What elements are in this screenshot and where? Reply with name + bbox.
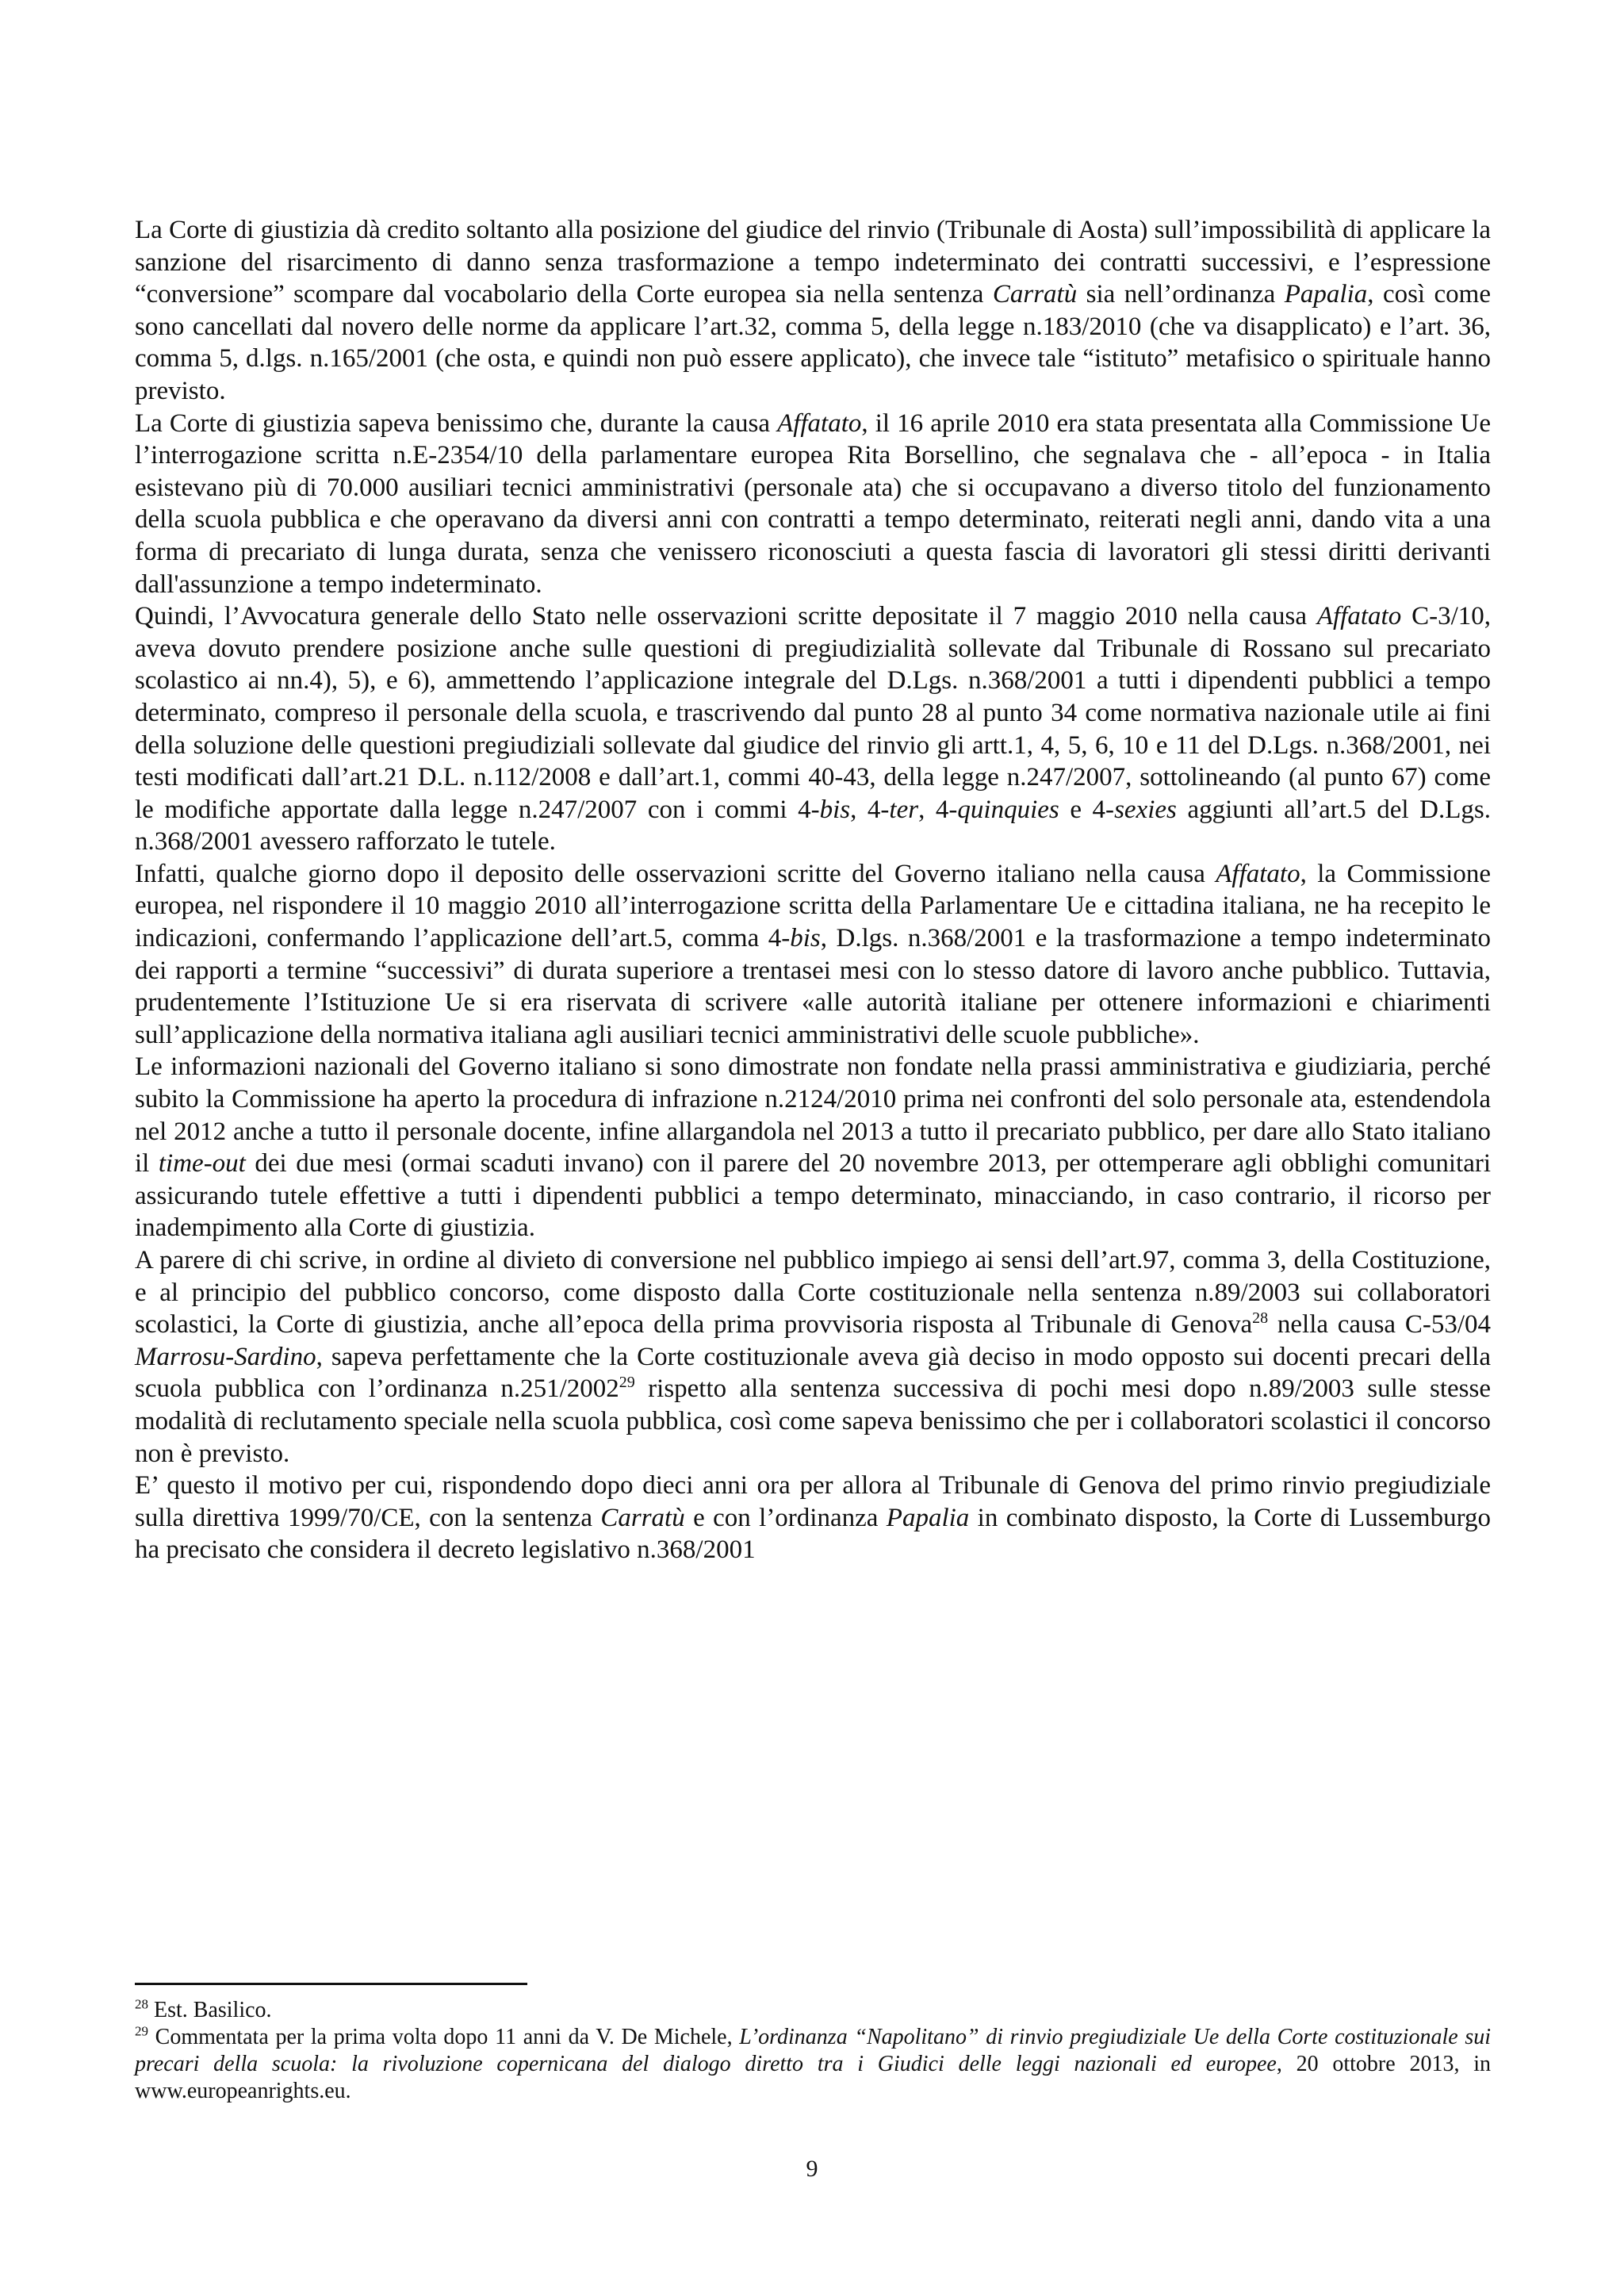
text-run: E’ questo il motivo per cui, rispondendo dopo dieci anni ora per allora al Tribunale di Genova del primo rinvio pregiudiziale sulla direttiva 1999/70/CE, con la sentenza: [135, 1471, 1491, 1532]
paragraph: [135, 858, 1491, 1052]
text-run: , così come sono cancellati dal novero delle norme da applicare l’art.32, comma 5, della legge n.183/2010 (che va disapplicato) e l’art. 36, comma 5, d.lgs. n.165/2001 (che osta, e quindi non può essere applicato), che invece tale “istituto” metafisico o spirituale hanno previsto.: [135, 280, 1492, 405]
text-run: , D.lgs. n.368/2001 e la trasformazione a tempo indeterminato dei rapporti a termine “successivi” di durata superiore a trentasei mesi con lo stesso datore di lavoro anche pubblico. Tuttavia, prudentemente l’Istituzione Ue si era riservata di scrivere «alle autorità italiane per ottenere informazioni e chiarimenti sull’applicazione della normativa italiana agli ausiliari tecnici amministrativi delle scuole pubbliche».: [135, 924, 1492, 1049]
text-run: , 4-: [918, 795, 958, 824]
text-run: Quindi, l’Avvocatura generale dello Stato nelle osservazioni scritte depositate il 7 maggio 2010 nella causa: [135, 602, 1317, 631]
text-run: Est. Basilico.: [148, 1998, 272, 2022]
footnote-separator: [135, 1983, 527, 1985]
footnote: [135, 2024, 1491, 2105]
italic-text: quinquies: [957, 795, 1059, 824]
text-run: Le informazioni nazionali del Governo italiano si sono dimostrate non fondate nella prassi amministrativa e giudiziaria, perché subito la Commissione ha aperto la procedura di infrazione n.2124/2010 prima nei confronti del solo personale ata, estendendola nel 2012 anche a tutto il personale docente, infine allargandola nel 2013 a tutto il precariato pubblico, per dare allo Stato italiano il: [135, 1052, 1491, 1179]
italic-text: Papalia: [886, 1503, 970, 1532]
text-run: sia nell’ordinanza: [1077, 280, 1285, 309]
text-run: La Corte di giustizia dà credito soltanto alla posizione del giudice del rinvio (Tribunale di Aosta) sull’impossibilità di applicare la sanzione del risarcimento di danno senza trasformazione a tempo indeterminato dei contratti successivi, e l’espressione “conversione” scompare dal vocabolario della Corte europea sia nella sentenza: [135, 216, 1491, 309]
paragraph: [135, 408, 1491, 601]
italic-text: time-out: [158, 1149, 246, 1179]
italic-text: Affatato: [1216, 859, 1300, 888]
footnote-number: 28: [135, 1996, 148, 2012]
italic-text: bis: [790, 924, 821, 953]
text-run: A parere di chi scrive, in ordine al divieto di conversione nel pubblico impiego ai sensi dell’art.97, comma 3, della Costituzione, e al principio del pubblico concorso, come disposto dalla Corte costituzionale nella sentenza n.89/2003 sui collaboratori scolastici, la Corte di giustizia, anche all’epoca della prima provvisoria risposta al Tribunale di Genova: [135, 1246, 1491, 1340]
italic-text: Carratù: [600, 1503, 685, 1532]
footnotes: [135, 1997, 1491, 2105]
text-run: , sapeva perfettamente che la Corte costituzionale aveva già deciso in modo opposto sui docenti precari della scuola pubblica con l’ordinanza n.251/2002: [135, 1342, 1491, 1404]
text-run: in combinato disposto, la Corte di Lussemburgo ha precisato che considera il decreto legislativo n.368/2001: [135, 1503, 1491, 1565]
text-run: , 4-: [850, 795, 890, 824]
italic-text: ter: [889, 795, 919, 824]
italic-text: Papalia: [1284, 280, 1368, 309]
italic-text: L’ordinanza “Napolitano” di rinvio pregiudiziale Ue della Corte costituzionale sui precari della scuola: la rivoluzione copernicana del dialogo diretto tra i Giudici delle leggi nazionali ed europee: [135, 2025, 1492, 2076]
footnote: [135, 1997, 1491, 2024]
text-run: La Corte di giustizia sapeva benissimo che, durante la causa: [135, 408, 778, 438]
text-run: , la Commissione europea, nel rispondere il 10 maggio 2010 all’interrogazione scritta della Parlamentare Ue e cittadina italiana, ne ha recepito le indicazioni, confermando l’applicazione dell’art.5, comma 4-: [135, 859, 1491, 953]
text-run: , il 16 aprile 2010 era stata presentata alla Commissione Ue l’interrogazione scritta n.E-2354/10 della parlamentare europea Rita Borsellino, che segnalava che - all’epoca - in Italia esistevano più di 70.000 ausiliari tecnici amministrativi (personale ata) che si occupavano a diverso titolo del funzionamento della scuola pubblica e che operavano da diversi anni con contratti a tempo determinato, reiterati negli anni, dando vita a una forma di precariato di lunga durata, senza che venissero riconosciuti a questa fascia di lavoratori gli stessi diritti derivanti dall'assunzione a tempo indeterminato.: [135, 408, 1491, 599]
text-run: Infatti, qualche giorno dopo il deposito delle osservazioni scritte del Governo italiano nella causa: [135, 859, 1216, 888]
page-number: 9: [806, 2156, 818, 2182]
text-run: , 20 ottobre 2013, in www.europeanrights.eu.: [135, 2052, 1492, 2103]
italic-text: Marrosu-Sardino: [135, 1342, 316, 1371]
paragraph: [135, 214, 1491, 408]
italic-text: sexies: [1114, 795, 1177, 824]
italic-text: Affatato: [777, 408, 862, 438]
footnote-number: 29: [135, 2023, 148, 2039]
paragraph: [135, 600, 1491, 858]
text-run: e con l’ordinanza: [684, 1503, 887, 1532]
italic-text: Affatato: [1316, 602, 1402, 631]
text-run: C-3/10, aveva dovuto prendere posizione anche sulle questioni di pregiudizialità sollevate dal Tribunale di Rossano sul precariato scolastico ai nn.4), 5), e 6), ammettendo l’applicazione integrale del D.Lgs. n.368/2001 a tutti i dipendenti pubblici a tempo determinato, compreso il personale della scuola, e trascrivendo dal punto 28 al punto 34 come normativa nazionale utile ai fini della soluzione delle questioni pregiudiziali sollevate dal giudice del rinvio gli artt.1, 4, 5, 6, 10 e 11 del D.Lgs. n.368/2001, nei testi modificati dall’art.21 D.L. n.112/2008 e dall’art.1, commi 40-43, della legge n.247/2007, sottolineando (al punto 67) come le modifiche apportate dalla legge n.247/2007 con i commi 4-: [135, 602, 1491, 824]
text-run: dei due mesi (ormai scaduti invano) con il parere del 20 novembre 2013, per ottemperare agli obblighi comunitari assicurando tutele effettive a tutti i dipendenti pubblici a tempo determinato, minacciando, in caso contrario, il ricorso per inadempimento alla Corte di giustizia.: [135, 1149, 1491, 1243]
paragraph: [135, 1244, 1491, 1470]
text-run: Commentata per la prima volta dopo 11 anni da V. De Michele,: [148, 2025, 740, 2049]
body-text: [135, 214, 1491, 1566]
footnote-reference: 28: [1252, 1309, 1269, 1328]
footnote-reference: 29: [619, 1374, 635, 1392]
text-run: nella causa C-53/04: [1268, 1310, 1491, 1340]
paragraph: [135, 1051, 1491, 1244]
text-run: aggiunti all’art.5 del D.Lgs. n.368/2001 avessero rafforzato le tutele.: [135, 795, 1492, 857]
paragraph: [135, 1470, 1491, 1566]
text-run: rispetto alla sentenza successiva di pochi mesi dopo n.89/2003 sulle stesse modalità di reclutamento speciale nella scuola pubblica, così come sapeva benissimo che per i collaboratori scolastici il concorso non è previsto.: [135, 1374, 1491, 1468]
italic-text: Carratù: [992, 280, 1078, 309]
italic-text: bis: [819, 795, 851, 824]
text-run: e 4-: [1059, 795, 1115, 824]
